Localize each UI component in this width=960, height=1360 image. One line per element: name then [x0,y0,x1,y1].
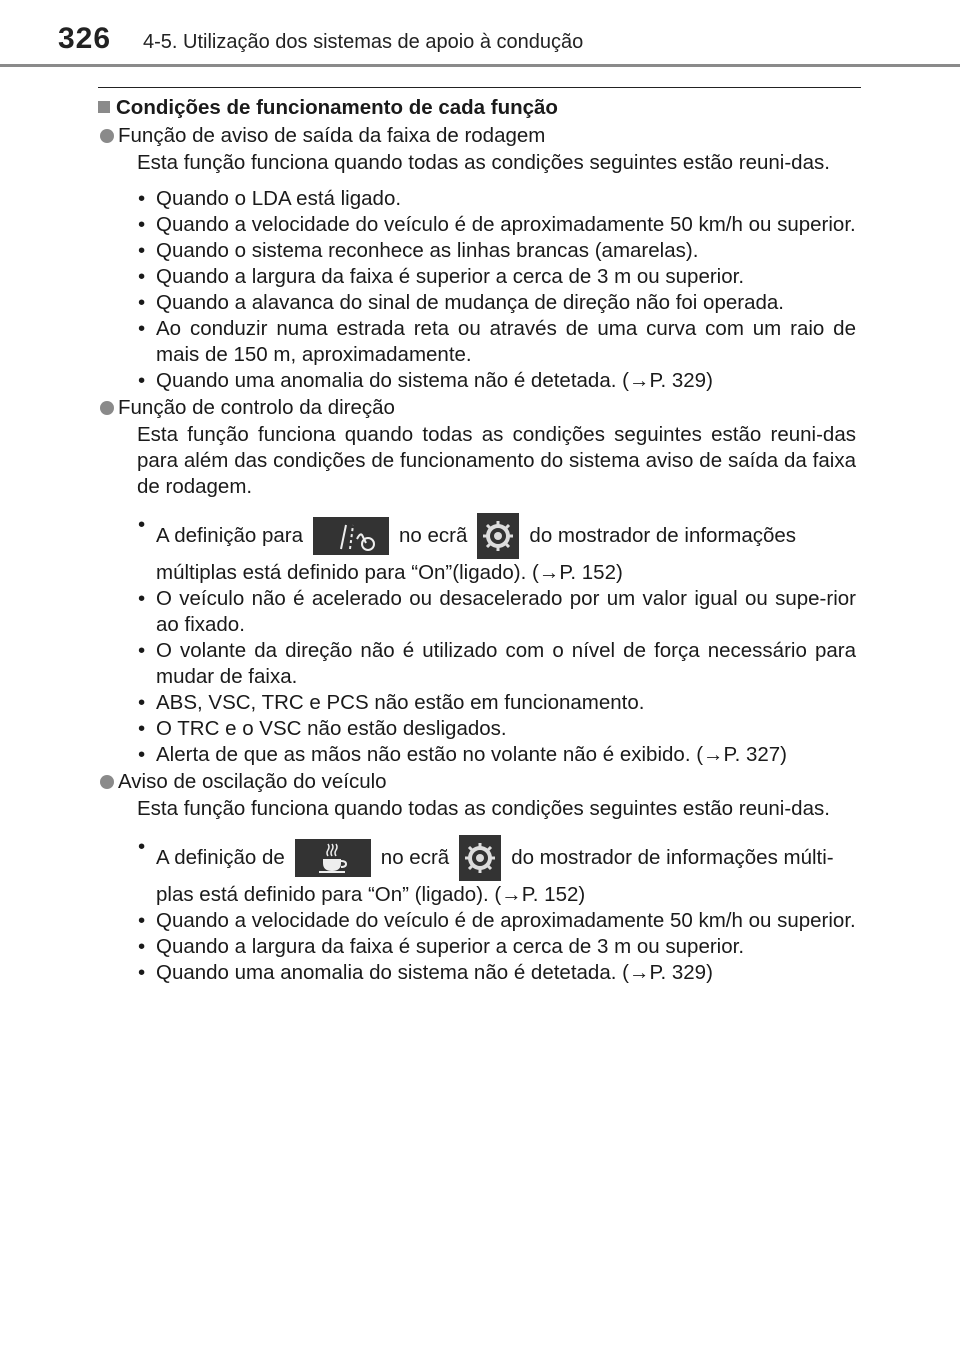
list-item: • Quando a largura da faixa é superior a cerca de 3 m ou superior. [138,264,856,290]
list-item: • Ao conduzir numa estrada reta ou através de uma curva com um raio de mais de 150 m, aproximadamente. [138,316,856,368]
list-item: • Quando o sistema reconhece as linhas brancas (amarelas). [138,238,856,264]
list-item: • ABS, VSC, TRC e PCS não estão em funcionamento. [138,690,856,716]
list-item: • Quando a velocidade do veículo é de aproximadamente 50 km/h ou superior. [138,908,856,934]
condition-list [98,512,856,768]
circle-bullet-icon [100,129,114,143]
subsection-intro: Esta função funciona quando todas as condições seguintes estão reuni-das. [137,797,830,820]
list-item: • Quando a velocidade do veículo é de aproximadamente 50 km/h ou superior. [138,212,856,238]
section-divider [98,87,861,88]
list-item: • Quando a alavanca do sinal de mudança de direção não foi operada. [138,290,856,316]
list-item: • Quando a largura da faixa é superior a cerca de 3 m ou superior. [138,934,856,960]
settings-gear-icon [459,835,501,881]
page-content [98,94,856,986]
coffee-cup-icon [295,839,371,877]
settings-gear-icon [477,513,519,559]
subsection-intro: Esta função funciona quando todas as condições seguintes estão reuni-das. [137,151,830,174]
list-item: • O TRC e o VSC não estão desligados. [138,716,856,742]
subsection-intro: Esta função funciona quando todas as condições seguintes estão reuni-das para além das condições de funcionamento do sistema aviso de saída da faixa de rodagem. [137,423,856,498]
subsection-title: Função de controlo da direção [98,394,856,422]
list-item: • A definição de no ecrã do mostrador de informações múlti- plas está definido para “On” (ligado). (→P. 152) [138,834,856,908]
list-item: • Alerta de que as mãos não estão no volante não é exibido. (→P. 327) [138,742,856,768]
page-header [0,0,960,70]
list-item: • O veículo não é acelerado ou desacelerado por um valor igual ou supe-rior ao fixado. [138,586,856,638]
condition-list [98,186,856,394]
square-bullet-icon [98,101,110,113]
lane-assist-icon [313,517,389,555]
list-item: • Quando uma anomalia do sistema não é detetada. (→P. 329) [138,960,856,986]
header-rule [0,64,960,67]
section-title: Condições de funcionamento de cada função [98,94,856,122]
subsection-title: Função de aviso de saída da faixa de rodagem [98,122,856,150]
page-number: 326 [58,22,112,55]
circle-bullet-icon [100,401,114,415]
circle-bullet-icon [100,775,114,789]
list-item: • Quando uma anomalia do sistema não é detetada. (→P. 329) [138,368,856,394]
list-item: • O volante da direção não é utilizado com o nível de força necessário para mudar de faixa. [138,638,856,690]
list-item: • Quando o LDA está ligado. [138,186,856,212]
chapter-title: 4-5. Utilização dos sistemas de apoio à condução [143,31,584,53]
condition-list [98,834,856,986]
subsection-title: Aviso de oscilação do veículo [98,768,856,796]
list-item: • A definição para no ecrã do mostrador de informações múltiplas está definido para “On”(ligado). (→P. 152) [138,512,856,586]
